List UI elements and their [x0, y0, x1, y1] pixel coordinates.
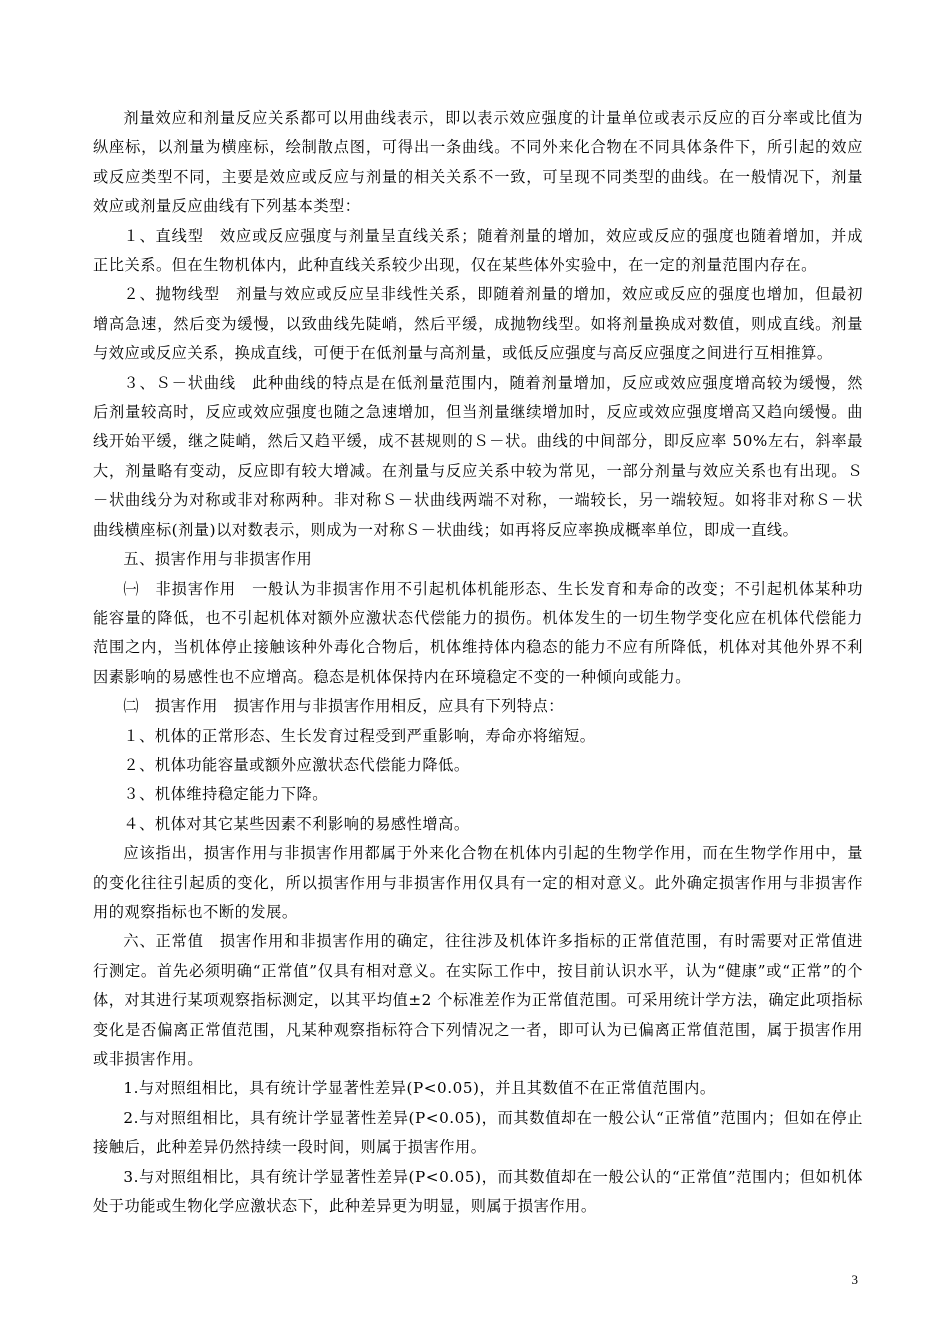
page-number: 3: [851, 1272, 858, 1287]
list-item: 3.与对照组相比，具有统计学显著性差异(P<0.05)，而其数值却在一般公认的“正常值”范围内；但如机体处于功能或生物化学应激状态下，此种差异更为明显，则属于损害作用。: [93, 1167, 863, 1216]
paragraph: ㈠ 非损害作用 一般认为非损害作用不引起机体机能形态、生长发育和寿命的改变；不引起机体某种功能容量的降低，也不引起机体对额外应激状态代偿能力的损伤。机体发生的一切生物学变化应在机体代偿能力范围之内，当机体停止接触该种外毒化合物后，机体维持体内稳态的能力不应有所降低，机体对其他外界不利因素影响的易感性也不应增高。稳态是机体保持内在环境稳定不变的一种倾向或能力。: [93, 579, 863, 686]
document-body: [93, 104, 863, 1221]
list-item: １、机体的正常形态、生长发育过程受到严重影响，寿命亦将缩短。: [123, 726, 596, 745]
paragraph: ２、抛物线型 剂量与效应或反应呈非线性关系，即随着剂量的增加，效应或反应的强度也增加，但最初增高急速，然后变为缓慢，以致曲线先陡峭，然后平缓，成抛物线型。如将剂量换成对数值，则成直线。剂量与效应或反应关系，换成直线，可便于在低剂量与高剂量，或低反应强度与高反应强度之间进行互相推算。: [93, 285, 863, 363]
paragraph: ㈡ 损害作用 损害作用与非损害作用相反，应具有下列特点：: [123, 697, 565, 716]
paragraph: 剂量效应和剂量反应关系都可以用曲线表示，即以表示效应强度的计量单位或表示反应的百分率或比值为纵座标，以剂量为横座标，绘制散点图，可得出一条曲线。不同外来化合物在不同具体条件下，所引起的效应或反应类型不同，主要是效应或反应与剂量的相关关系不一致，可呈现不同类型的曲线。在一般情况下，剂量效应或剂量反应曲线有下列基本类型：: [93, 109, 863, 216]
list-item: ２、机体功能容量或额外应激状态代偿能力降低。: [123, 755, 470, 774]
list-item: ４、机体对其它某些因素不利影响的易感性增高。: [123, 814, 470, 833]
paragraph: 六、正常值 损害作用和非损害作用的确定，往往涉及机体许多指标的正常值范围，有时需要对正常值进行测定。首先必须明确“正常值”仅具有相对意义。在实际工作中，按目前认识水平，认为“健康”或“正常”的个体，对其进行某项观察指标测定，以其平均值±2 个标准差作为正常值范围。可采用统计学方法，确定此项指标变化是否偏离正常值范围，凡某种观察指标符合下列情况之一者，即可认为已偏离正常值范围，属于损害作用或非损害作用。: [93, 932, 863, 1068]
paragraph: ３、Ｓ－状曲线 此种曲线的特点是在低剂量范围内，随着剂量增加，反应或效应强度增高较为缓慢，然后剂量较高时，反应或效应强度也随之急速增加，但当剂量继续增加时，反应或效应强度增高又趋向缓慢。曲线开始平缓，继之陡峭，然后又趋平缓，成不甚规则的Ｓ－状。曲线的中间部分，即反应率 50%左右，斜率最大，剂量略有变动，反应即有较大增减。在剂量与反应关系中较为常见，一部分剂量与效应关系也有出现。Ｓ－状曲线分为对称或非对称两种。非对称Ｓ－状曲线两端不对称，一端较长，另一端较短。如将非对称Ｓ－状曲线横座标(剂量)以对数表示，则成为一对称Ｓ－状曲线；如再将反应率换成概率单位，即成一直线。: [93, 373, 863, 539]
section-heading: 五、损害作用与非损害作用: [123, 550, 313, 569]
list-item: 2.与对照组相比，具有统计学显著性差异(P<0.05)，而其数值却在一般公认“正常值”范围内；但如在停止接触后，此种差异仍然持续一段时间，则属于损害作用。: [93, 1108, 863, 1157]
paragraph: １、直线型 效应或反应强度与剂量呈直线关系；随着剂量的增加，效应或反应的强度也随着增加，并成正比关系。但在生物机体内，此种直线关系较少出现，仅在某些体外实验中，在一定的剂量范围内存在。: [93, 226, 863, 275]
list-item: 1.与对照组相比，具有统计学显著性差异(P<0.05)，并且其数值不在正常值范围内。: [123, 1079, 716, 1098]
list-item: ３、机体维持稳定能力下降。: [123, 785, 328, 804]
paragraph: 应该指出，损害作用与非损害作用都属于外来化合物在机体内引起的生物学作用，而在生物学作用中，量的变化往往引起质的变化，所以损害作用与非损害作用仅具有一定的相对意义。此外确定损害作用与非损害作用的观察指标也不断的发展。: [93, 844, 863, 921]
